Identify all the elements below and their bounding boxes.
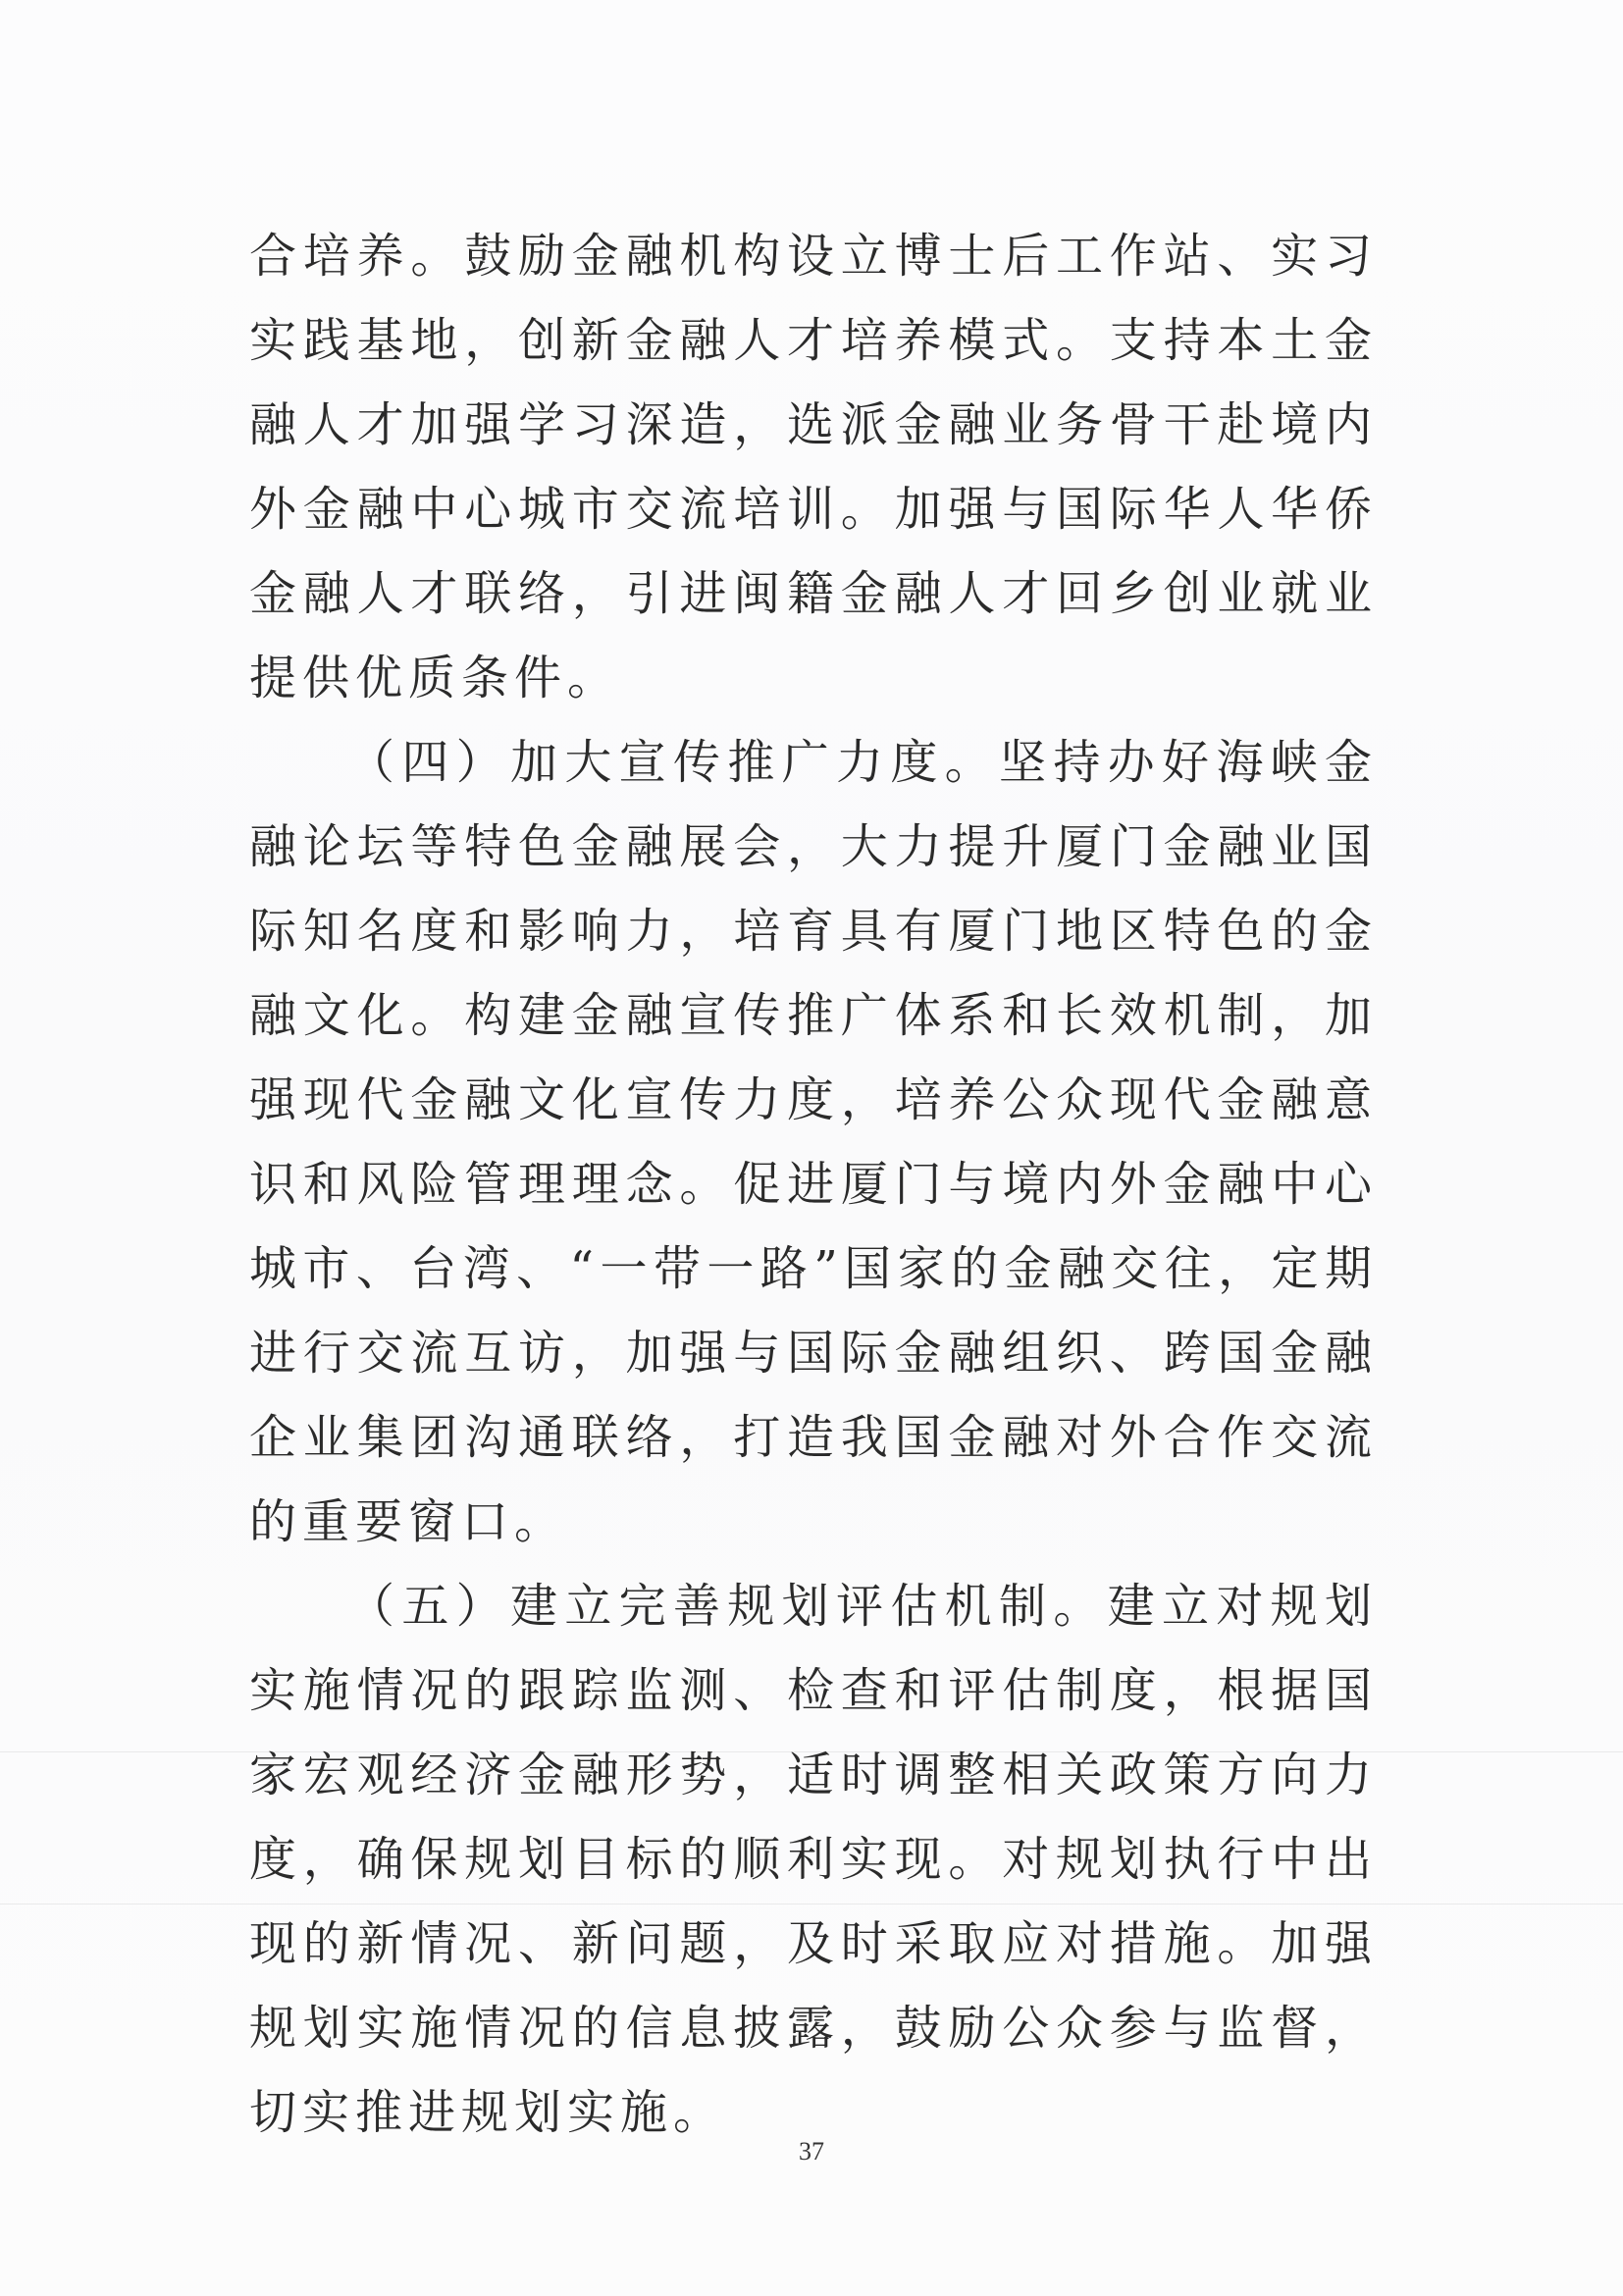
page-number: 37 xyxy=(799,2137,824,2166)
paragraph-talent-training: 合培养。鼓励金融机构设立博士后工作站、实习实践基地，创新金融人才培养模式。支持本土金融人才加强学习深造，选派金融业务骨干赴境内外金融中心城市交流培训。加强与国际华人华侨金融人才联络，引进闽籍金融人才回乡创业就业提供优质条件。 xyxy=(249,229,1378,705)
paragraph-publicity-promotion: （四）加大宣传推广力度。坚持办好海峡金融论坛等特色金融展会，大力提升厦门金融业国际知名度和影响力，培育具有厦门地区特色的金融文化。构建金融宣传推广体系和长效机制，加强现代金融文化宣传力度，培养公众现代金融意识和风险管理理念。促进厦门与境内外金融中心城市、台湾、“一带一路”国家的金融交往，定期进行交流互访，加强与国际金融组织、跨国金融企业集团沟通联络，打造我国金融对外合作交流的重要窗口。 xyxy=(249,735,1378,1549)
paragraph-plan-evaluation: （五）建立完善规划评估机制。建立对规划实施情况的跟踪监测、检查和评估制度，根据国家宏观经济金融形势，适时调整相关政策方向力度，确保规划目标的顺利实现。对规划执行中出现的新情况、新问题，及时采取应对措施。加强规划实施情况的信息披露，鼓励公众参与监督，切实推进规划实施。 xyxy=(249,1579,1378,2140)
document-body xyxy=(249,214,1378,2155)
